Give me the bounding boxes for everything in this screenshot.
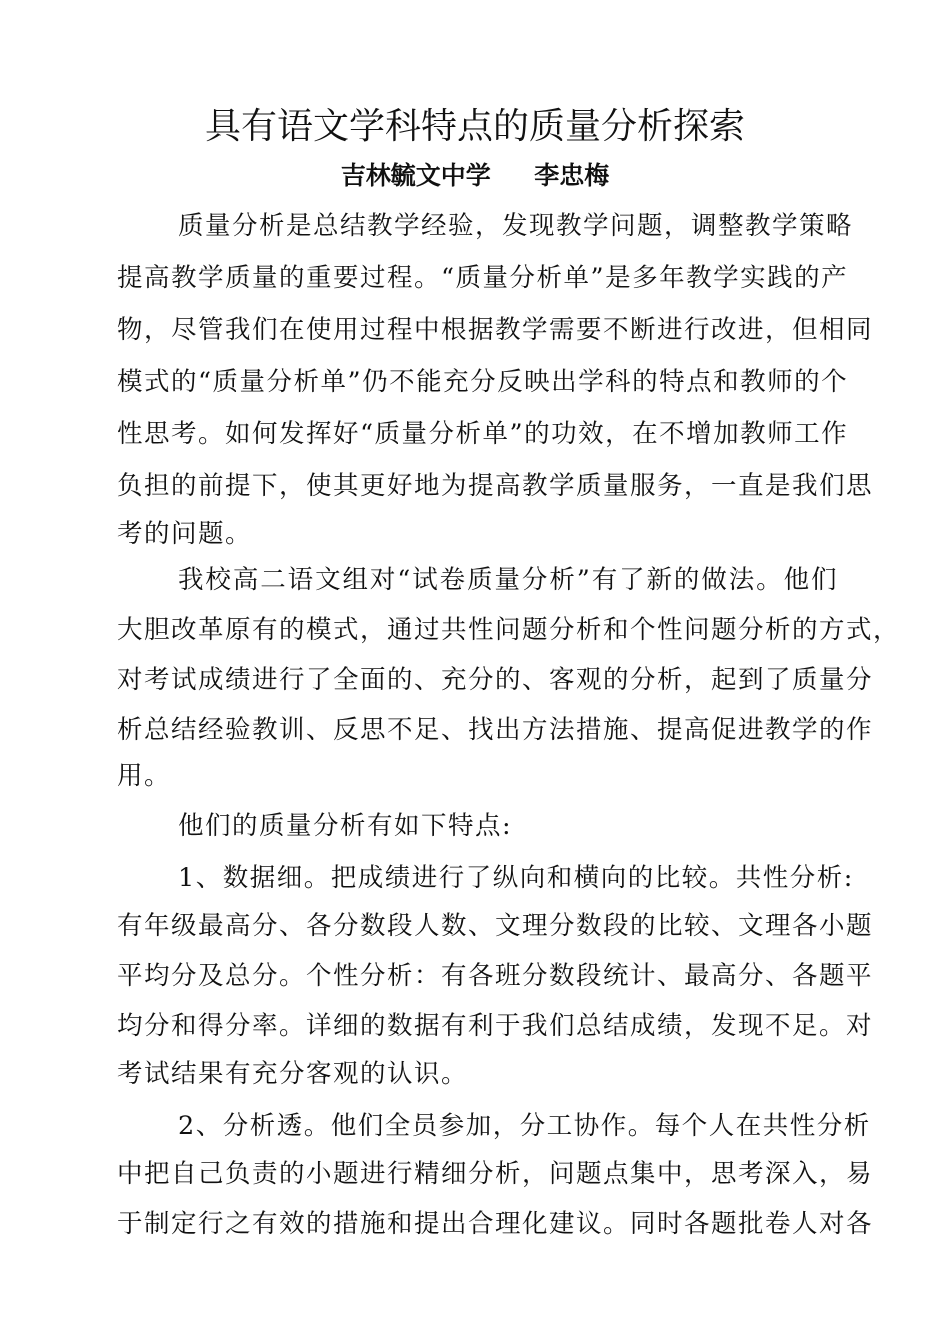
text-line: 用。 [117,761,172,791]
text-line: 平均分及总分。个性分析：有各班分数段统计、最高分、各题平 [117,961,874,991]
text-line: 我校高二语文组对“试卷质量分析”有了新的做法。他们 [178,565,838,595]
text-line: 负担的前提下，使其更好地为提高教学质量服务，一直是我们思 [117,471,874,501]
text-line: 中把自己负责的小题进行精细分析，问题点集中，思考深入，易 [117,1159,874,1189]
text-line: 2、分析透。他们全员参加，分工协作。每个人在共性分析 [178,1111,871,1141]
text-line: 1、数据细。把成绩进行了纵向和横向的比较。共性分析: [178,863,854,893]
text-line: 有年级最高分、各分数段人数、文理分数段的比较、文理各小题 [117,911,874,941]
text-line: 考的问题。 [117,519,253,549]
text-line: 质量分析是总结教学经验，发现教学问题，调整教学策略 [178,211,854,241]
text-line: 他们的质量分析有如下特点: [178,811,513,841]
text-line: 物，尽管我们在使用过程中根据教学需要不断进行改进，但相同 [117,315,874,345]
text-line: 析总结经验教训、反思不足、找出方法措施、提高促进教学的作 [117,715,874,745]
document-title: 具有语文学科特点的质量分析探索 [204,106,745,147]
text-line: 对考试成绩进行了全面的、充分的、客观的分析，起到了质量分 [117,665,874,695]
text-line: 提高教学质量的重要过程。“质量分析单”是多年教学实践的产 [117,263,849,293]
text-line: 性思考。如何发挥好“质量分析单”的功效，在不增加教师工作 [117,419,849,449]
text-line: 考试结果有充分客观的认识。 [117,1059,469,1089]
text-line: 大胆改革原有的模式，通过共性问题分析和个性问题分析的方式， [117,615,901,645]
text-line: 于制定行之有效的措施和提出合理化建议。同时各题批卷人对各 [117,1209,874,1239]
document-byline: 吉林毓文中学 李忠梅 [340,161,610,190]
text-line: 均分和得分率。详细的数据有利于我们总结成绩，发现不足。对 [117,1011,874,1041]
text-line: 模式的“质量分析单”仍不能充分反映出学科的特点和教师的个 [117,367,849,397]
